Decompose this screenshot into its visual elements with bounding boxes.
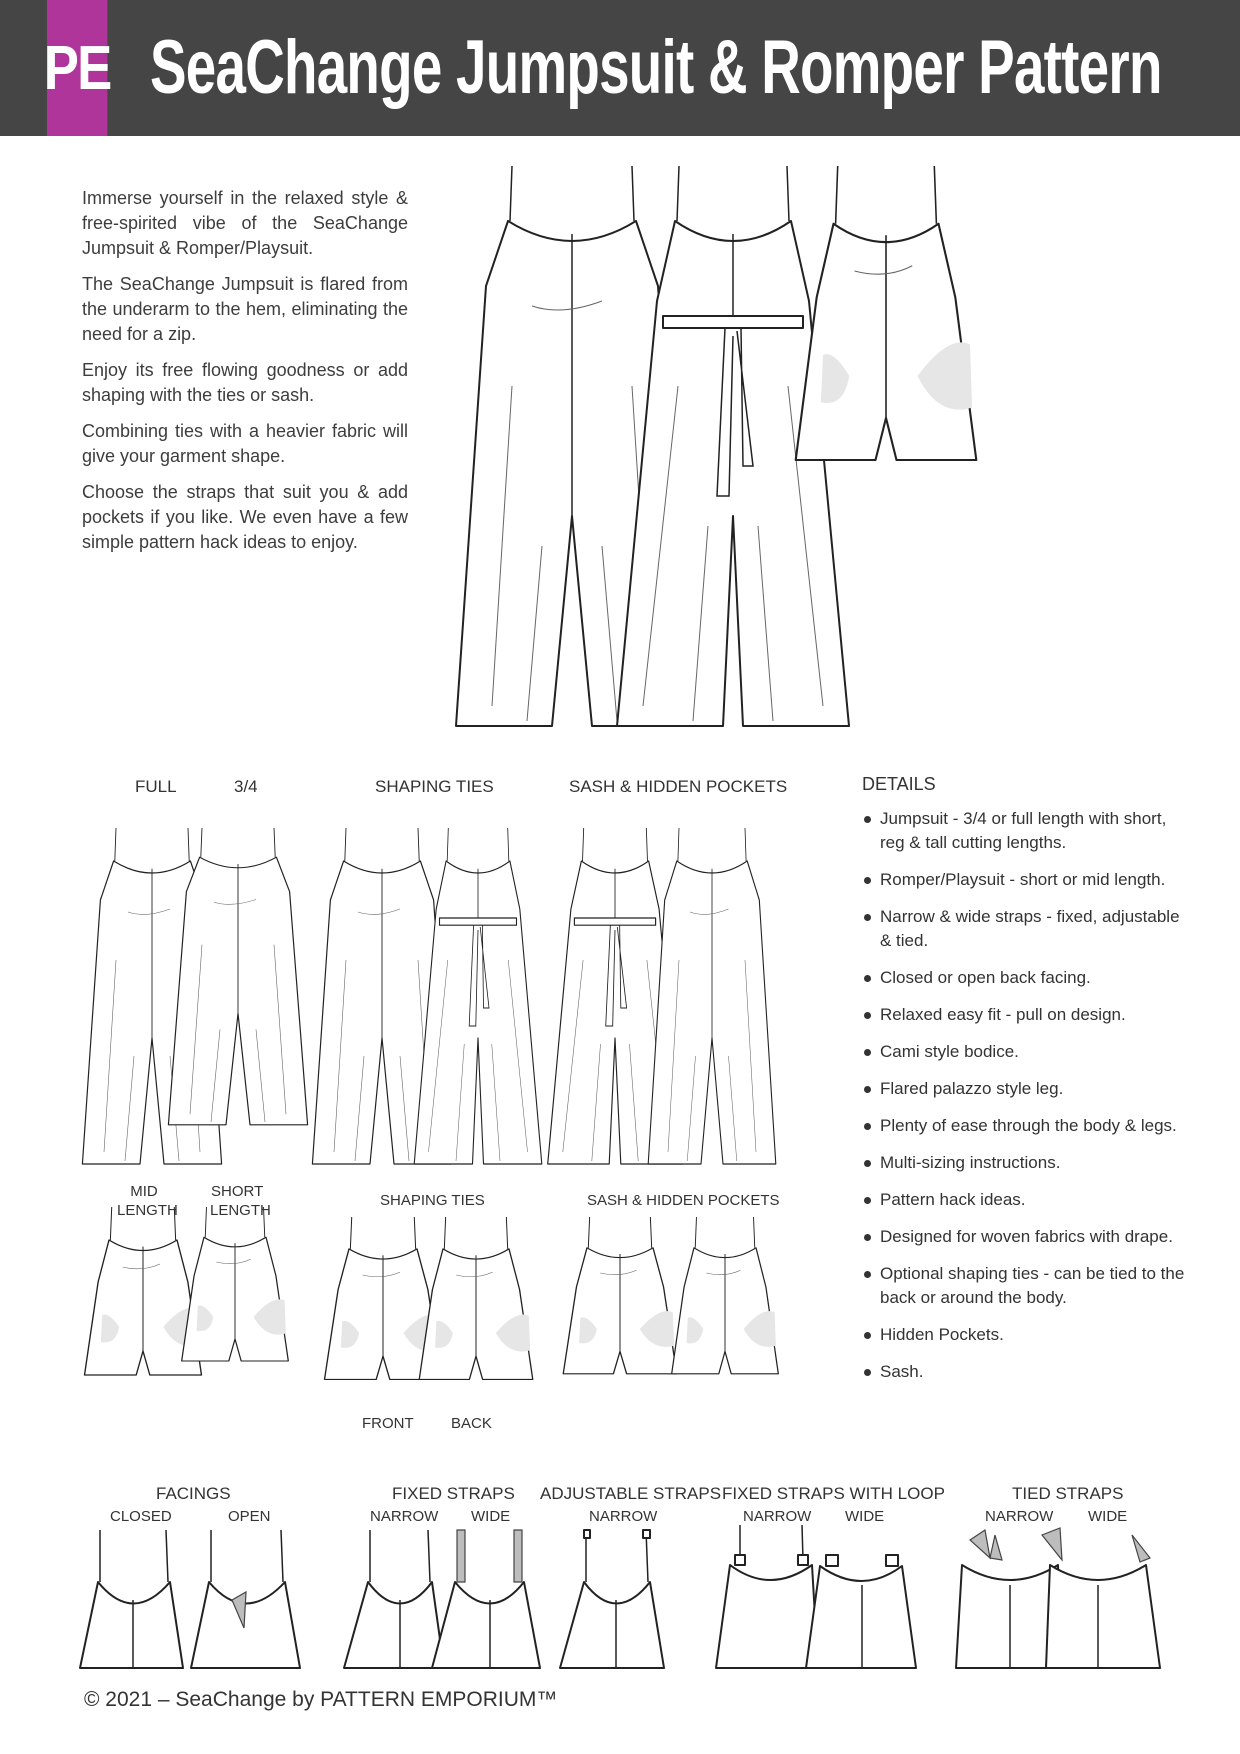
tied-strap-narrow	[956, 1530, 1060, 1668]
label-fixed-wide: WIDE	[471, 1508, 511, 1525]
label-mid-length: LENGTH	[117, 1202, 178, 1219]
copyright-footer: © 2021 – SeaChange by PATTERN EMPORIUM™	[84, 1688, 558, 1711]
details-item: Optional shaping ties - can be tied to the back or around the body.	[862, 1262, 1192, 1310]
label-three-quarter: 3/4	[234, 777, 258, 796]
facing-open	[191, 1530, 300, 1668]
label-tied-narrow: NARROW	[985, 1508, 1054, 1525]
label-loop-straps: FIXED STRAPS WITH LOOP	[722, 1484, 945, 1503]
label-loop-narrow: NARROW	[743, 1508, 812, 1525]
fixed-strap-narrow	[344, 1530, 444, 1668]
intro-paragraph: Choose the straps that suit you & add pockets if you like. We even have a few simple pattern hack ideas to enjoy.	[82, 482, 408, 552]
fixed-strap-wide	[432, 1530, 540, 1668]
label-shaping-ties: SHAPING TIES	[375, 777, 494, 796]
pe-logo: PE	[47, 0, 107, 136]
pockets-romper	[672, 1217, 779, 1374]
loop-strap-wide	[806, 1555, 916, 1668]
details-list	[862, 807, 1192, 1384]
details-section	[862, 774, 1192, 1397]
hidden-pockets-jumpsuit	[648, 828, 776, 1164]
label-short-length: LENGTH	[210, 1202, 271, 1219]
details-item: Narrow & wide straps - fixed, adjustable & tied.	[862, 905, 1192, 953]
label-closed: CLOSED	[110, 1508, 172, 1525]
label-adjustable-narrow: NARROW	[589, 1508, 658, 1525]
label-shaping-ties-romper: SHAPING TIES	[380, 1192, 485, 1209]
details-item: Designed for woven fabrics with drape.	[862, 1225, 1192, 1249]
details-item: Jumpsuit - 3/4 or full length with short, reg & tall cutting lengths.	[862, 807, 1192, 855]
intro-paragraph: Enjoy its free flowing goodness or add shaping with the ties or sash.	[82, 360, 408, 405]
shaping-ties-romper-back	[419, 1217, 533, 1379]
details-item: Multi-sizing instructions.	[862, 1151, 1192, 1175]
hero-romper	[796, 166, 977, 460]
details-item: Cami style bodice.	[862, 1040, 1192, 1064]
details-item: Plenty of ease through the body & legs.	[862, 1114, 1192, 1138]
details-item: Relaxed easy fit - pull on design.	[862, 1003, 1192, 1027]
label-open: OPEN	[228, 1508, 271, 1525]
short-length-romper	[182, 1207, 289, 1361]
loop-strap-narrow	[716, 1525, 818, 1668]
label-sash-pockets: SASH & HIDDEN POCKETS	[569, 777, 788, 796]
sash-romper	[563, 1217, 677, 1374]
label-tied-wide: WIDE	[1088, 1508, 1128, 1525]
label-mid: MID	[130, 1183, 158, 1200]
label-adjustable-straps: ADJUSTABLE STRAPS	[540, 1484, 722, 1503]
details-item: Hidden Pockets.	[862, 1323, 1192, 1347]
details-item: Closed or open back facing.	[862, 966, 1192, 990]
label-sash-pockets-romper: SASH & HIDDEN POCKETS	[587, 1192, 780, 1209]
intro-paragraph: Combining ties with a heavier fabric will give your garment shape.	[82, 421, 408, 466]
label-full: FULL	[135, 777, 177, 796]
adjustable-strap-narrow	[560, 1530, 664, 1668]
page-title: SeaChange Jumpsuit & Romper Pattern	[150, 25, 1162, 110]
intro-paragraph: Immerse yourself in the relaxed style & free-spirited vibe of the SeaChange Jumpsuit & Romper/Playsuit.	[82, 188, 408, 258]
label-facings: FACINGS	[156, 1484, 231, 1503]
details-item: Pattern hack ideas.	[862, 1188, 1192, 1212]
details-heading: DETAILS	[862, 774, 936, 794]
intro-paragraph: The SeaChange Jumpsuit is flared from the underarm to the hem, eliminating the need for a zip.	[82, 274, 408, 344]
label-short: SHORT	[211, 1183, 264, 1200]
label-fixed-straps: FIXED STRAPS	[392, 1484, 515, 1503]
label-fixed-narrow: NARROW	[370, 1508, 439, 1525]
details-item: Romper/Playsuit - short or mid length.	[862, 868, 1192, 892]
label-front: FRONT	[362, 1415, 414, 1432]
facing-closed	[80, 1530, 183, 1668]
label-back: BACK	[451, 1415, 492, 1432]
tied-strap-wide	[1042, 1528, 1160, 1668]
shaping-ties-back	[414, 828, 542, 1164]
label-loop-wide: WIDE	[845, 1508, 885, 1525]
label-tied-straps: TIED STRAPS	[1012, 1484, 1124, 1503]
details-item: Sash.	[862, 1360, 1192, 1384]
details-item: Flared palazzo style leg.	[862, 1077, 1192, 1101]
